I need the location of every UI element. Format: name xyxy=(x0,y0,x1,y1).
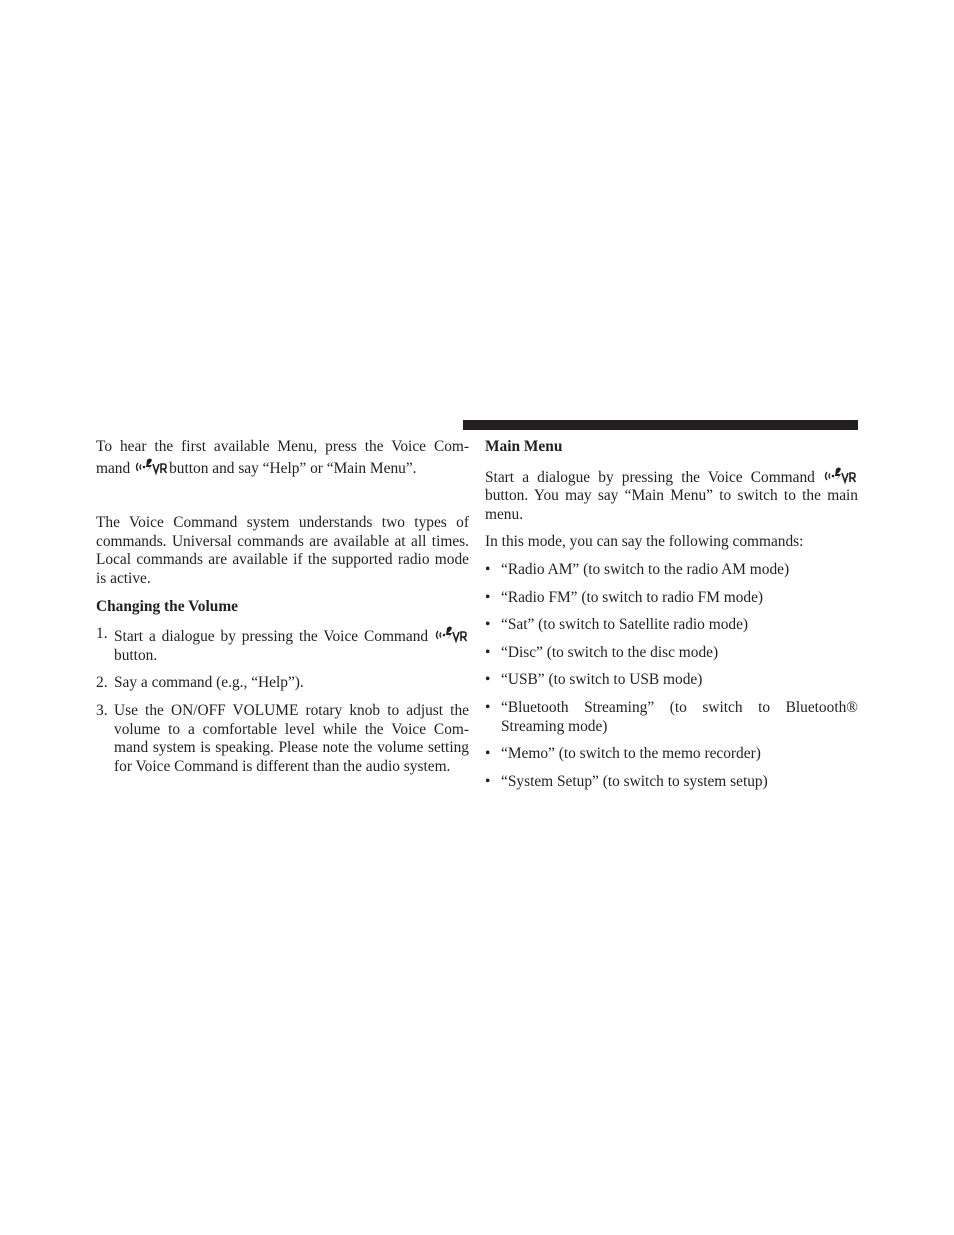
volume-steps-list xyxy=(96,625,469,776)
voice-command-icon xyxy=(134,457,168,477)
list-item: • “Memo” (to switch to the memo recorder) xyxy=(485,745,761,763)
voice-command-icon xyxy=(823,466,857,486)
list-item: • “USB” (to switch to USB mode) xyxy=(485,671,703,689)
right-column xyxy=(485,438,858,791)
list-item: • “Disc” (to switch to the disc mode) xyxy=(485,643,719,661)
list-item: 2. Say a command (e.g., “Help”). xyxy=(96,674,304,692)
left-column xyxy=(96,438,469,776)
column-header-rule xyxy=(463,420,858,430)
list-item: • “Sat” (to switch to Satellite radio mode) xyxy=(485,616,749,634)
list-item: 1. Start a dialogue by pressing the Voice Command button. xyxy=(96,625,469,665)
list-item: • “Radio AM” (to switch to the radio AM mode) xyxy=(485,560,790,578)
list-item: • “Bluetooth Streaming” (to switch to Bluetooth® Streaming mode) xyxy=(485,698,858,735)
voice-command-icon xyxy=(434,625,468,645)
mode-commands-intro: In this mode, you can say the following commands: xyxy=(485,533,804,551)
list-item: • “Radio FM” (to switch to radio FM mode) xyxy=(485,588,764,606)
commands-paragraph: The Voice Command system understands two types of commands. Universal commands are available at all times. Local commands are available if the supported radio mode is active. xyxy=(96,514,469,587)
main-menu-paragraph: Start a dialogue by pressing the Voice Command button. You may say “Main Menu” to switch to the main menu. xyxy=(485,466,858,525)
main-menu-commands-list xyxy=(485,561,858,791)
section-heading-main-menu: Main Menu xyxy=(485,438,563,455)
list-item: 3. Use the ON/OFF VOLUME rotary knob to adjust the volume to a comfortable level while the Voice Com-mand system is speaking. Please note the volume setting for Voice Command is different than the audio system. xyxy=(96,701,469,775)
intro-paragraph: To hear the first available Menu, press the Voice Com- mand button and say “Help” or “Main Menu”. xyxy=(96,438,469,477)
section-heading-volume: Changing the Volume xyxy=(96,597,238,615)
list-item: • “System Setup” (to switch to system setup) xyxy=(485,772,768,790)
